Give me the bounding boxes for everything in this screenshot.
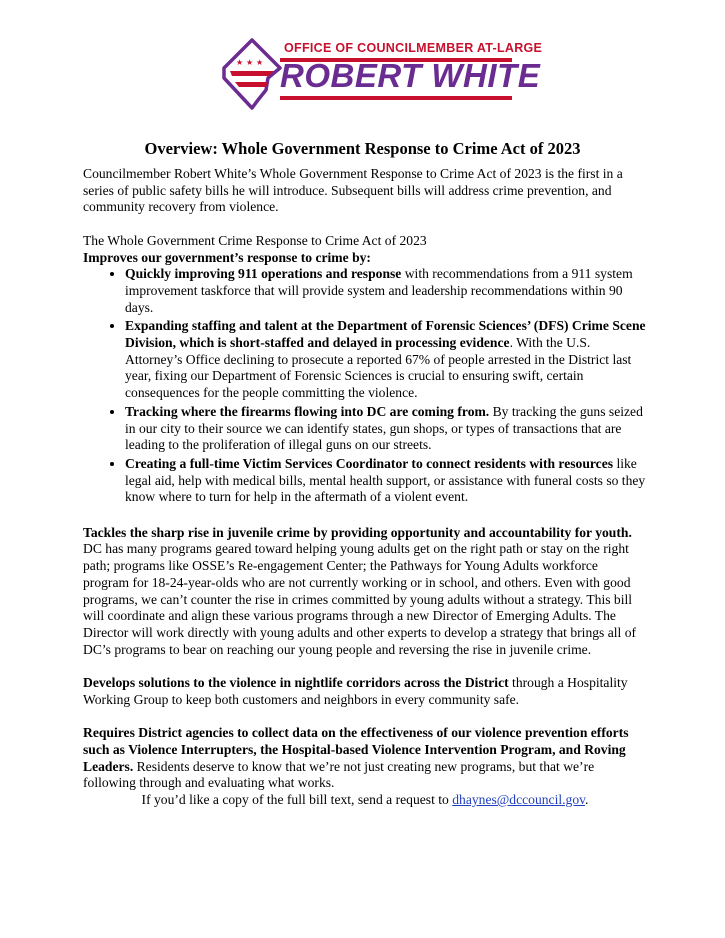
closing-line: If you’d like a copy of the full bill text, send a request to dhaynes@dccouncil.gov. bbox=[141, 791, 589, 807]
bullet-list bbox=[83, 266, 647, 506]
page-title: Overview: Whole Government Response to Crime Act of 2023 bbox=[144, 139, 581, 158]
list-item bbox=[125, 456, 647, 506]
data-requirement-paragraph: Requires District agencies to collect data on the effectiveness of our violence prevention efforts such as Violence Interrupters, the Hospital-based Violence Intervention Program, and Roving Leaders. Residents deserve to know that we’re not just creating new programs, but that we’re following through and evaluating what works. bbox=[83, 725, 629, 791]
act-line: The Whole Government Crime Response to Crime Act of 2023 bbox=[83, 232, 427, 248]
document-body bbox=[83, 166, 647, 809]
bullet-text: . With the U.S. Attorney’s Office declining to prosecute a reported 67% of people arrested in the District last year, fixing our Department of Forensic Sciences is crucial to ensuring swift, certain consequences for the people committing the violence. bbox=[125, 335, 632, 401]
bullet-bold: Creating a full-time Victim Services Coordinator to connect residents with resources bbox=[125, 455, 614, 471]
svg-text:★: ★ bbox=[256, 58, 264, 67]
dc-map-icon bbox=[222, 38, 282, 110]
bullet-bold: Quickly improving 911 operations and response bbox=[125, 266, 402, 282]
bullet-text: By tracking the guns seized in our city to their source we can identify states, gun shops, or types of transactions that are leading to the proliferation of illegal guns on our streets. bbox=[125, 403, 643, 453]
list-item bbox=[125, 404, 647, 454]
juvenile-paragraph: Tackles the sharp rise in juvenile crime by providing opportunity and accountability for youth. DC has many programs geared toward helping young adults get on the right path or stay on the right path; programs like OSSE’s Re-engagement Center; the Pathways for Young Adults workforce program for 18-24-year-olds who are not currently working or in school, and others. Even with good programs, we can’t counter the rise in crimes committed by young adults without a strategy. This bill will coordinate and align these various programs through a new Director of Emerging Adults. The Director will work directly with young adults and other experts to develop a strategy that brings all of DC’s programs to bear on reaching our young people and reversing the rise in juvenile crime. bbox=[83, 524, 637, 657]
email-link[interactable]: dhaynes@dccouncil.gov bbox=[452, 791, 586, 807]
nightlife-paragraph: Develops solutions to the violence in nightlife corridors across the District through a Hospitality Working Group to keep both customers and neighbors in every community safe. bbox=[83, 675, 628, 707]
list-item bbox=[125, 266, 647, 316]
svg-text:★: ★ bbox=[236, 58, 244, 67]
logo-office-text: OFFICE OF COUNCILMEMBER AT-LARGE bbox=[284, 41, 543, 55]
bullet-bold: Expanding staffing and talent at the Department of Forensic Sciences’ (DFS) Crime Scene Division, which is short-staffed and delayed in processing evidence bbox=[125, 318, 646, 351]
bullet-bold: Tracking where the firearms flowing into DC are coming from. bbox=[125, 403, 490, 419]
svg-text:★: ★ bbox=[246, 58, 254, 67]
list-item bbox=[125, 318, 647, 402]
bullet-text: with recommendations from a 911 system improvement taskforce that will provide system and leadership recommendations within 90 days. bbox=[125, 266, 633, 315]
bullet-text: like legal aid, help with medical bills, mental health support, or assistance with funeral costs so they know where to turn for help in the aftermath of a violent event. bbox=[125, 455, 646, 505]
office-logo bbox=[222, 38, 543, 110]
improves-heading: Improves our government’s response to crime by: bbox=[83, 249, 371, 265]
intro-paragraph: Councilmember Robert White’s Whole Government Response to Crime Act of 2023 is the first in a series of public safety bills he will introduce. Subsequent bills will address crime prevention, and community recovery from violence. bbox=[83, 166, 623, 215]
logo-bottom-bar bbox=[280, 96, 512, 100]
logo-name-text: ROBERT WHITE bbox=[280, 57, 541, 94]
